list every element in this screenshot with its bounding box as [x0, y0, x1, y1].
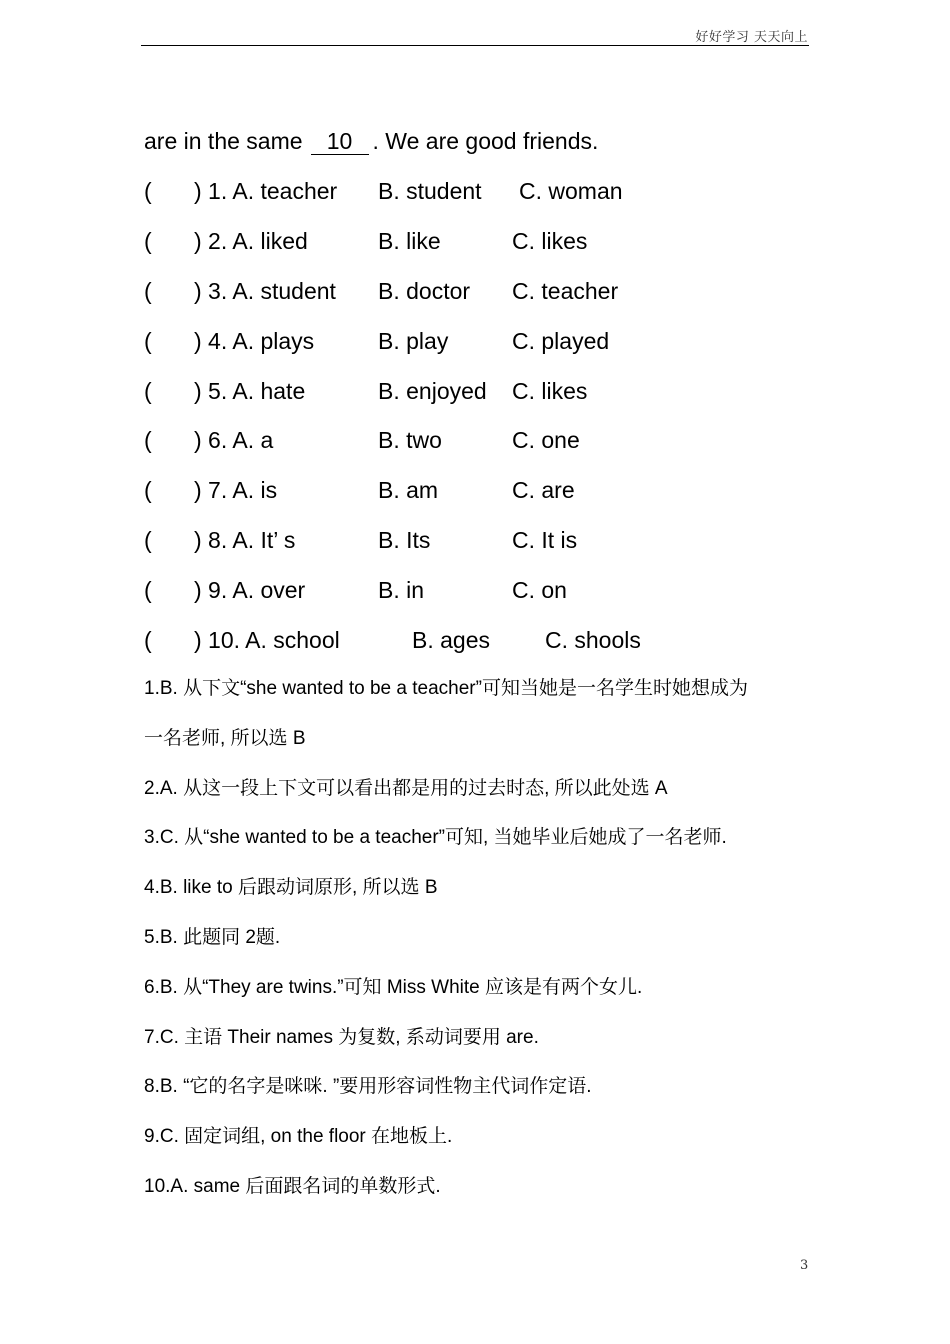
option-c: C. played — [512, 328, 610, 354]
answer-paren: ( — [144, 278, 152, 304]
question-stem: ) 2. A. liked — [194, 228, 308, 254]
question-stem: ) 10. A. school — [194, 627, 340, 653]
option-b: B. Its — [378, 527, 431, 553]
passage-end-line — [144, 126, 598, 156]
option-c: C. one — [512, 427, 580, 453]
header-rule — [141, 45, 809, 46]
answer-paren: ( — [144, 427, 152, 453]
question-stem: ) 7. A. is — [194, 477, 278, 503]
answer-line: 3.C. 从“she wanted to be a teacher”可知, 当她毕业后她成了一名老师. — [144, 827, 727, 848]
option-b: B. student — [378, 178, 482, 204]
answer-line: 7.C. 主语 Their names 为复数, 系动词要用 are. — [144, 1027, 539, 1048]
option-b: B. like — [378, 228, 441, 254]
answer-line: 2.A. 从这一段上下文可以看出都是用的过去时态, 所以此处选 A — [144, 778, 668, 799]
option-b: B. am — [378, 477, 439, 503]
option-c: C. likes — [512, 378, 588, 404]
option-c: C. likes — [512, 228, 588, 254]
option-b: B. ages — [412, 627, 490, 653]
option-b: B. in — [378, 577, 425, 603]
header-motto: 好好学习 天天向上 — [695, 30, 808, 45]
blank-10: 10 — [311, 128, 369, 155]
answer-line: 6.B. 从“They are twins.”可知 Miss White 应该是有两个女儿. — [144, 977, 643, 998]
answer-paren: ( — [144, 228, 152, 254]
answer-paren: ( — [144, 527, 152, 553]
question-stem: ) 4. A. plays — [194, 328, 315, 354]
option-b: B. enjoyed — [378, 378, 487, 404]
answer-paren: ( — [144, 328, 152, 354]
option-c: C. woman — [519, 178, 623, 204]
option-b: B. doctor — [378, 278, 471, 304]
question-stem: ) 8. A. It’ s — [194, 527, 296, 553]
answer-paren: ( — [144, 477, 152, 503]
option-c: C. It is — [512, 527, 578, 553]
question-stem: ) 9. A. over — [194, 577, 306, 603]
option-c: C. shools — [545, 627, 641, 653]
answer-line: 9.C. 固定词组, on the floor 在地板上. — [144, 1126, 453, 1147]
answer-line: 5.B. 此题同 2题. — [144, 927, 281, 948]
answer-line: 8.B. “它的名字是咪咪. ”要用形容词性物主代词作定语. — [144, 1076, 592, 1097]
passage-before: are in the same — [144, 128, 303, 154]
answer-paren: ( — [144, 577, 152, 603]
answer-line: 一名老师, 所以选 B — [144, 728, 306, 749]
option-c: C. on — [512, 577, 567, 603]
answer-paren: ( — [144, 378, 152, 404]
question-stem: ) 6. A. a — [194, 427, 274, 453]
answer-line: 10.A. same 后面跟名词的单数形式. — [144, 1176, 441, 1197]
question-stem: ) 3. A. student — [194, 278, 336, 304]
option-c: C. teacher — [512, 278, 619, 304]
question-stem: ) 5. A. hate — [194, 378, 306, 404]
answer-line: 4.B. like to 后跟动词原形, 所以选 B — [144, 877, 438, 898]
option-b: B. play — [378, 328, 449, 354]
answer-line: 1.B. 从下文“she wanted to be a teacher”可知当她是一名学生时她想成为 — [144, 678, 748, 699]
passage-after: . We are good friends. — [372, 128, 599, 154]
option-b: B. two — [378, 427, 442, 453]
question-stem: ) 1. A. teacher — [194, 178, 338, 204]
answer-paren: ( — [144, 627, 152, 653]
answer-paren: ( — [144, 178, 152, 204]
option-c: C. are — [512, 477, 575, 503]
page-number: 3 — [800, 1258, 809, 1273]
